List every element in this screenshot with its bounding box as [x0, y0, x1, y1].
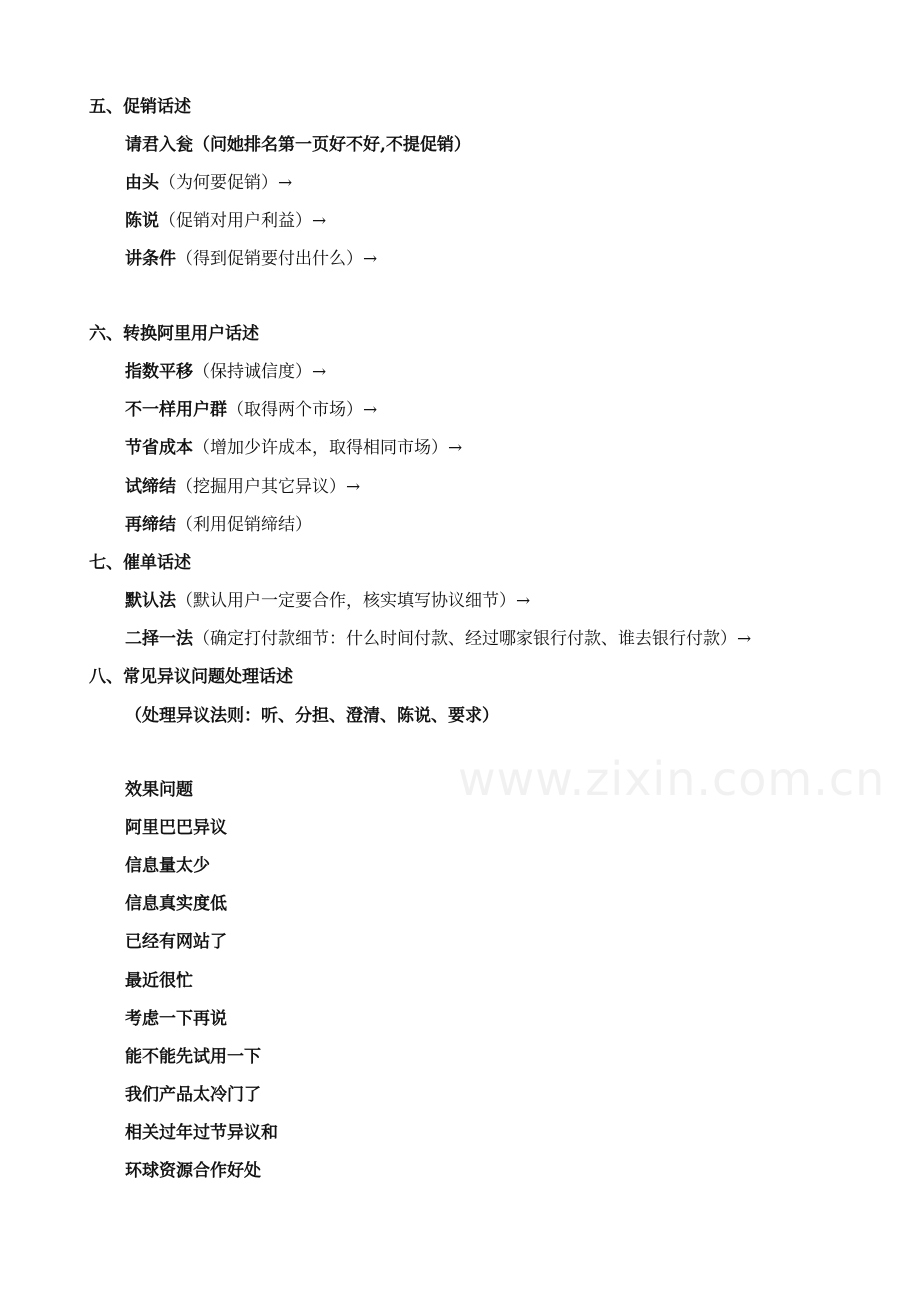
item-term: 再缔结: [125, 515, 176, 535]
section-6-item-2: [125, 399, 377, 421]
objection-item: 效果问题: [125, 780, 193, 800]
section-5-item-1: [125, 134, 471, 156]
section-6-heading: 六、转换阿里用户话述: [89, 324, 259, 344]
item-note: （确定打付款细节：什么时间付款、经过哪家银行付款、谁去银行付款）→: [193, 629, 752, 649]
section-6-item-5: [125, 514, 312, 536]
section-8-heading: 八、常见异议问题处理话述: [89, 667, 293, 687]
item-note: （为何要促销）→: [159, 173, 293, 193]
item-note: （默认用户一定要合作，核实填写协议细节）→: [176, 591, 531, 611]
section-6-item-4: [125, 476, 360, 498]
objection-item: 环球资源合作好处: [125, 1161, 261, 1181]
item-note: （增加少许成本，取得相同市场）→: [193, 438, 463, 458]
section-5-item-3: [125, 210, 326, 232]
item-note: （取得两个市场）→: [227, 400, 378, 420]
section-5-item-4: [125, 248, 377, 270]
objection-item: 考虑一下再说: [125, 1009, 227, 1029]
section-5-item-2: [125, 172, 292, 194]
objection-item: 信息量太少: [125, 856, 210, 876]
item-term: 节省成本: [125, 438, 193, 458]
item-term: 试缔结: [125, 477, 176, 497]
item-note: （保持诚信度）→: [193, 362, 327, 382]
objection-item: 信息真实度低: [125, 894, 227, 914]
watermark-text: www.zixin.com.cn: [458, 752, 886, 806]
item-term: 二择一法: [125, 629, 193, 649]
objection-item: 相关过年过节异议和: [125, 1123, 278, 1143]
item-term: 讲条件: [125, 249, 176, 269]
item-term: 指数平移: [125, 362, 193, 382]
section-7-item-1: [125, 590, 530, 612]
item-note: （促销对用户利益）→: [159, 211, 327, 231]
section-8-subtitle: （处理异议法则：听、分担、澄清、陈说、要求）: [125, 706, 499, 726]
objection-item: 最近很忙: [125, 971, 193, 991]
section-6-item-3: [125, 437, 462, 459]
objection-item: 已经有网站了: [125, 932, 227, 952]
objection-item: 我们产品太冷门了: [125, 1085, 261, 1105]
item-note: （挖掘用户其它异议）→: [176, 477, 361, 497]
item-term: 请君入瓮（问她排名第一页好不好,不提促销）: [125, 135, 471, 155]
section-5-heading: 五、促销话述: [89, 97, 191, 117]
objection-item: 阿里巴巴异议: [125, 818, 227, 838]
item-term: 默认法: [125, 591, 176, 611]
item-term: 陈说: [125, 211, 159, 231]
section-7-heading: 七、催单话述: [89, 553, 191, 573]
section-6-item-1: [125, 361, 326, 383]
section-7-item-2: [125, 628, 751, 650]
item-term: 不一样用户群: [125, 400, 227, 420]
objection-item: 能不能先试用一下: [125, 1047, 261, 1067]
item-note: （得到促销要付出什么）→: [176, 249, 378, 269]
item-note: （利用促销缔结）: [176, 515, 312, 535]
item-term: 由头: [125, 173, 159, 193]
